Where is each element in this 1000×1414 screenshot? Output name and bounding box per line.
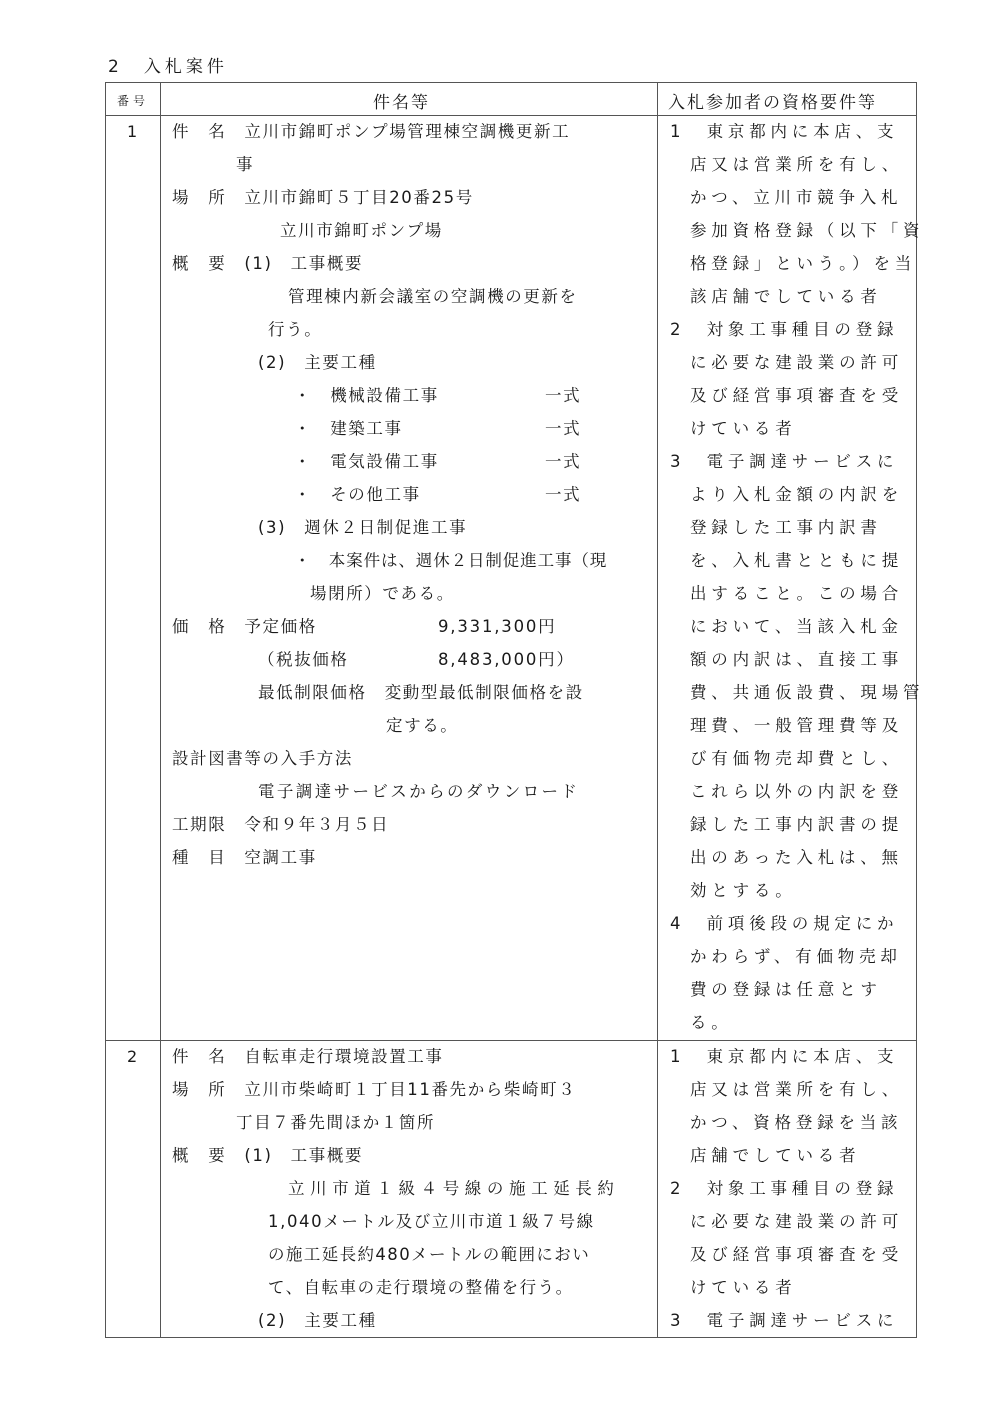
- qualification-line: る。: [690, 1013, 733, 1032]
- item-summary: 概 要 (1) 工事概要: [172, 254, 364, 273]
- table-border-right: [916, 82, 917, 1338]
- qualification-line: 店又は営業所を有し、: [690, 1080, 903, 1099]
- qualification-line: 1 東京都内に本店、支: [670, 1047, 899, 1066]
- design-docs-label: 設計図書等の入手方法: [172, 749, 353, 768]
- qualification-line: より入札金額の内訳を: [690, 485, 903, 504]
- category: 種 目 空調工事: [172, 848, 317, 867]
- qualification-line: 2 対象工事種目の登録: [670, 320, 899, 339]
- weekly-2day-text: ・ 本案件は、週休２日制促進工事（現: [294, 551, 608, 570]
- tax-excluded-value: 8,483,000円）: [438, 650, 575, 669]
- table-divider-1: [160, 82, 161, 1338]
- qualification-line: 参加資格登録（以下「資: [690, 221, 925, 240]
- summary-text-cont: 行う。: [268, 320, 323, 339]
- qualification-line: 2 対象工事種目の登録: [670, 1179, 899, 1198]
- item-price: 価 格 予定価格: [172, 617, 317, 636]
- qualification-line: 格登録」という。）を当: [690, 254, 917, 273]
- header-title: 件名等: [373, 93, 430, 113]
- item-name-cont: 事: [236, 155, 255, 174]
- deadline: 工期限 令和９年３月５日: [172, 815, 390, 834]
- summary-text-cont: の施工延長約480メートルの範囲におい: [268, 1245, 591, 1264]
- qualification-line: かつ、資格登録を当該: [690, 1113, 903, 1132]
- qualification-line: 額の内訳は、直接工事: [690, 650, 903, 669]
- qualification-line: び有価物売却費とし、: [690, 749, 903, 768]
- weekly-2day-label: (3) 週休２日制促進工事: [258, 518, 468, 537]
- row-divider: [105, 1040, 917, 1041]
- work-types-label: (2) 主要工種: [258, 353, 377, 372]
- summary-text: 管理棟内新会議室の空調機の更新を: [288, 287, 578, 306]
- design-docs-method: 電子調達サービスからのダウンロード: [258, 782, 580, 801]
- row-number: 1: [127, 122, 138, 141]
- qualification-line: を、入札書とともに提: [690, 551, 903, 570]
- section-heading: 2 入札案件: [108, 57, 228, 77]
- qualification-line: 登録した工事内訳書: [690, 518, 882, 537]
- item-summary: 概 要 (1) 工事概要: [172, 1146, 364, 1165]
- qualification-line: 費の登録は任意とす: [690, 980, 882, 999]
- summary-text: 立川市道１級４号線の施工延長約: [288, 1179, 620, 1198]
- qualification-line: かつ、立川市競争入札: [690, 188, 903, 207]
- tax-excluded-label: （税抜価格: [258, 650, 349, 669]
- qualification-line: 出すること。この場合: [690, 584, 903, 603]
- qualification-line: において、当該入札金: [690, 617, 903, 636]
- table-border-top: [105, 82, 917, 83]
- header-number: 番号: [117, 94, 150, 108]
- work-type-value: 一式: [545, 485, 582, 504]
- work-type-value: 一式: [545, 386, 582, 405]
- table-border-left: [105, 82, 106, 1338]
- work-type: ・ 機械設備工事: [294, 386, 439, 405]
- qualification-line: けている者: [690, 419, 797, 438]
- work-type: ・ 建築工事: [294, 419, 403, 438]
- qualification-line: 該店舗でしている者: [690, 287, 882, 306]
- work-types-label: (2) 主要工種: [258, 1311, 377, 1330]
- qualification-line: 出のあった入札は、無: [690, 848, 903, 867]
- minimum-price-cont: 定する。: [386, 716, 459, 735]
- work-type: ・ 電気設備工事: [294, 452, 439, 471]
- qualification-line: けている者: [690, 1278, 797, 1297]
- table-border-bottom: [105, 1337, 917, 1338]
- minimum-price: 最低制限価格 変動型最低制限価格を設: [258, 683, 584, 702]
- qualification-line: これら以外の内訳を登: [690, 782, 903, 801]
- item-location-2: 立川市錦町ポンプ場: [280, 221, 443, 240]
- qualification-line: 費、共通仮設費、現場管: [690, 683, 925, 702]
- qualification-line: に必要な建設業の許可: [690, 1212, 903, 1231]
- row-number: 2: [127, 1047, 138, 1066]
- header-qualification: 入札参加者の資格要件等: [668, 93, 877, 113]
- item-location: 場 所 立川市柴崎町１丁目11番先から柴崎町３: [172, 1080, 577, 1099]
- item-name: 件 名 自転車走行環境設置工事: [172, 1047, 444, 1066]
- qualification-line: 3 電子調達サービスに: [670, 1311, 899, 1330]
- qualification-line: 録した工事内訳書の提: [690, 815, 903, 834]
- qualification-line: 及び経営事項審査を受: [690, 1245, 903, 1264]
- item-location-cont: 丁目７番先間ほか１箇所: [236, 1113, 436, 1132]
- item-name: 件 名 立川市錦町ポンプ場管理棟空調機更新工: [172, 122, 571, 141]
- qualification-line: 及び経営事項審査を受: [690, 386, 903, 405]
- work-type: ・ その他工事: [294, 485, 421, 504]
- qualification-line: に必要な建設業の許可: [690, 353, 903, 372]
- work-type-value: 一式: [545, 452, 582, 471]
- qualification-line: 効とする。: [690, 881, 797, 900]
- qualification-line: 4 前項後段の規定にか: [670, 914, 899, 933]
- item-location: 場 所 立川市錦町５丁目20番25号: [172, 188, 474, 207]
- table-divider-2: [657, 82, 658, 1338]
- summary-text-cont: 1,040メートル及び立川市道１級７号線: [268, 1212, 595, 1231]
- qualification-line: 店舗でしている者: [690, 1146, 861, 1165]
- qualification-line: かわらず、有価物売却: [690, 947, 902, 966]
- work-type-value: 一式: [545, 419, 582, 438]
- summary-text-cont: て、自転車の走行環境の整備を行う。: [268, 1278, 574, 1297]
- qualification-line: 理費、一般管理費等及: [690, 716, 903, 735]
- planned-price-value: 9,331,300円: [438, 617, 557, 636]
- qualification-line: 店又は営業所を有し、: [690, 155, 903, 174]
- weekly-2day-text-cont: 場閉所）である。: [310, 584, 455, 603]
- header-divider: [105, 115, 917, 116]
- qualification-line: 3 電子調達サービスに: [670, 452, 899, 471]
- qualification-line: 1 東京都内に本店、支: [670, 122, 899, 141]
